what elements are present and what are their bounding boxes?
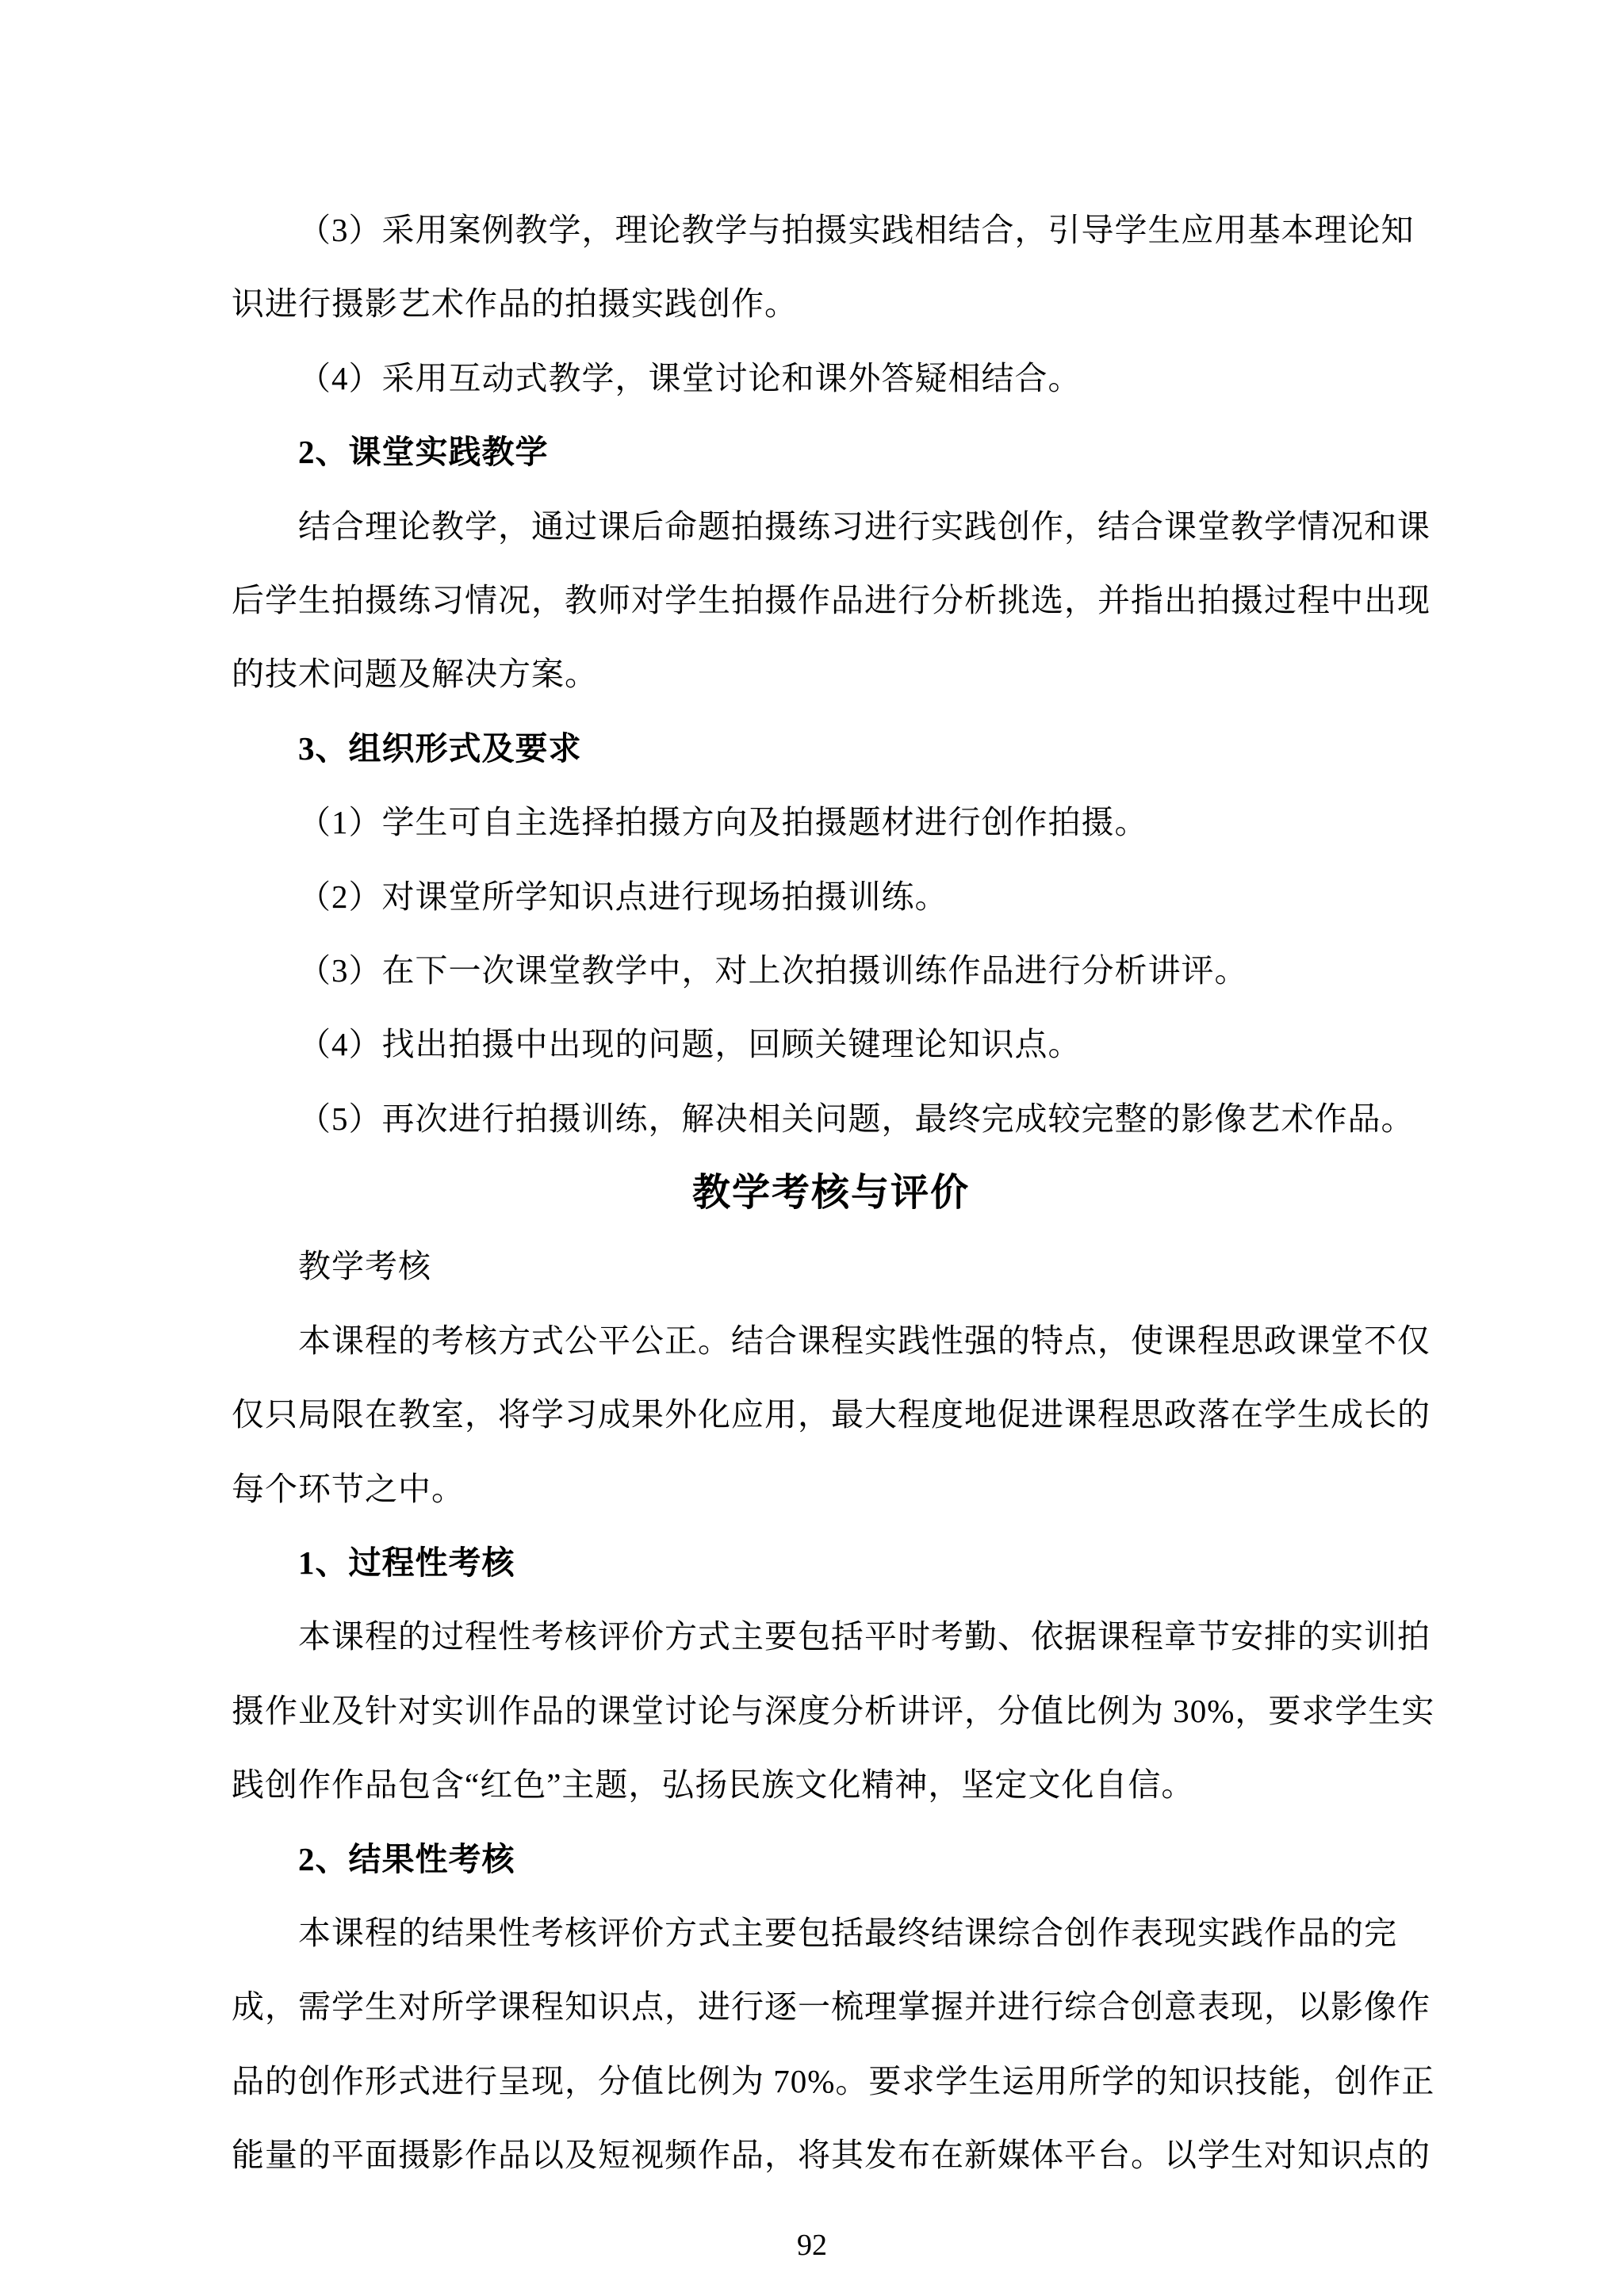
doc-line: （2）对课堂所学知识点进行现场拍摄训练。 <box>298 878 948 915</box>
doc-line: （5）再次进行拍摄训练，解决相关问题，最终完成较完整的影像艺术作品。 <box>298 1100 1415 1137</box>
doc-line: 品的创作形式进行呈现，分值比例为 70%。要求学生运用所学的知识技能，创作正 <box>232 2062 1435 2099</box>
doc-line: 识进行摄影艺术作品的拍摄实践创作。 <box>232 285 798 323</box>
list-heading-result-assessment: 2、结果性考核 <box>298 1840 515 1877</box>
doc-line: （4）采用互动式教学，课堂讨论和课外答疑相结合。 <box>298 359 1082 396</box>
doc-line: 本课程的结果性考核评价方式主要包括最终结课综合创作表现实践作品的完 <box>298 1914 1397 1951</box>
doc-line: 摄作业及针对实训作品的课堂讨论与深度分析讲评，分值比例为 30%，要求学生实 <box>232 1692 1435 1729</box>
doc-line: 仅只局限在教室，将学习成果外化应用，最大程度地促进课程思政落在学生成长的 <box>232 1396 1431 1433</box>
doc-line: 每个环节之中。 <box>232 1470 465 1507</box>
doc-line: 的技术问题及解决方案。 <box>232 656 598 693</box>
doc-line: （3）在下一次课堂教学中，对上次拍摄训练作品进行分析讲评。 <box>298 951 1248 989</box>
doc-line: 践创作作品包含“红色”主题，弘扬民族文化精神，坚定文化自信。 <box>232 1766 1195 1804</box>
subheading-teaching-assessment: 教学考核 <box>298 1248 431 1285</box>
doc-line: 结合理论教学，通过课后命题拍摄练习进行实践创作，结合课堂教学情况和课 <box>298 507 1431 545</box>
doc-line: 后学生拍摄练习情况，教师对学生拍摄作品进行分析挑选，并指出拍摄过程中出现 <box>232 581 1431 618</box>
document-text-block <box>232 193 1435 2193</box>
doc-line: （1）学生可自主选择拍摄方向及拍摄题材进行创作拍摄。 <box>298 804 1148 841</box>
doc-line: （4）找出拍摄中出现的问题，回顾关键理论知识点。 <box>298 1026 1082 1063</box>
doc-line: 本课程的过程性考核评价方式主要包括平时考勤、依据课程章节安排的实训拍 <box>298 1618 1431 1655</box>
list-heading-classroom-practice: 2、课堂实践教学 <box>298 434 549 471</box>
doc-line: 能量的平面摄影作品以及短视频作品，将其发布在新媒体平台。以学生对知识点的 <box>232 2137 1431 2174</box>
doc-line: 成，需学生对所学课程知识点，进行逐一梳理掌握并进行综合创意表现，以影像作 <box>232 1988 1431 2026</box>
list-heading-process-assessment: 1、过程性考核 <box>298 1544 515 1582</box>
list-heading-organization-requirements: 3、组织形式及要求 <box>298 729 582 767</box>
page-number: 92 <box>797 2229 827 2262</box>
section-heading-assessment-evaluation: 教学考核与评价 <box>691 1172 970 1215</box>
doc-line: （3）采用案例教学，理论教学与拍摄实践相结合，引导学生应用基本理论知 <box>298 212 1415 248</box>
doc-line: 本课程的考核方式公平公正。结合课程实践性强的特点，使课程思政课堂不仅 <box>298 1322 1431 1359</box>
